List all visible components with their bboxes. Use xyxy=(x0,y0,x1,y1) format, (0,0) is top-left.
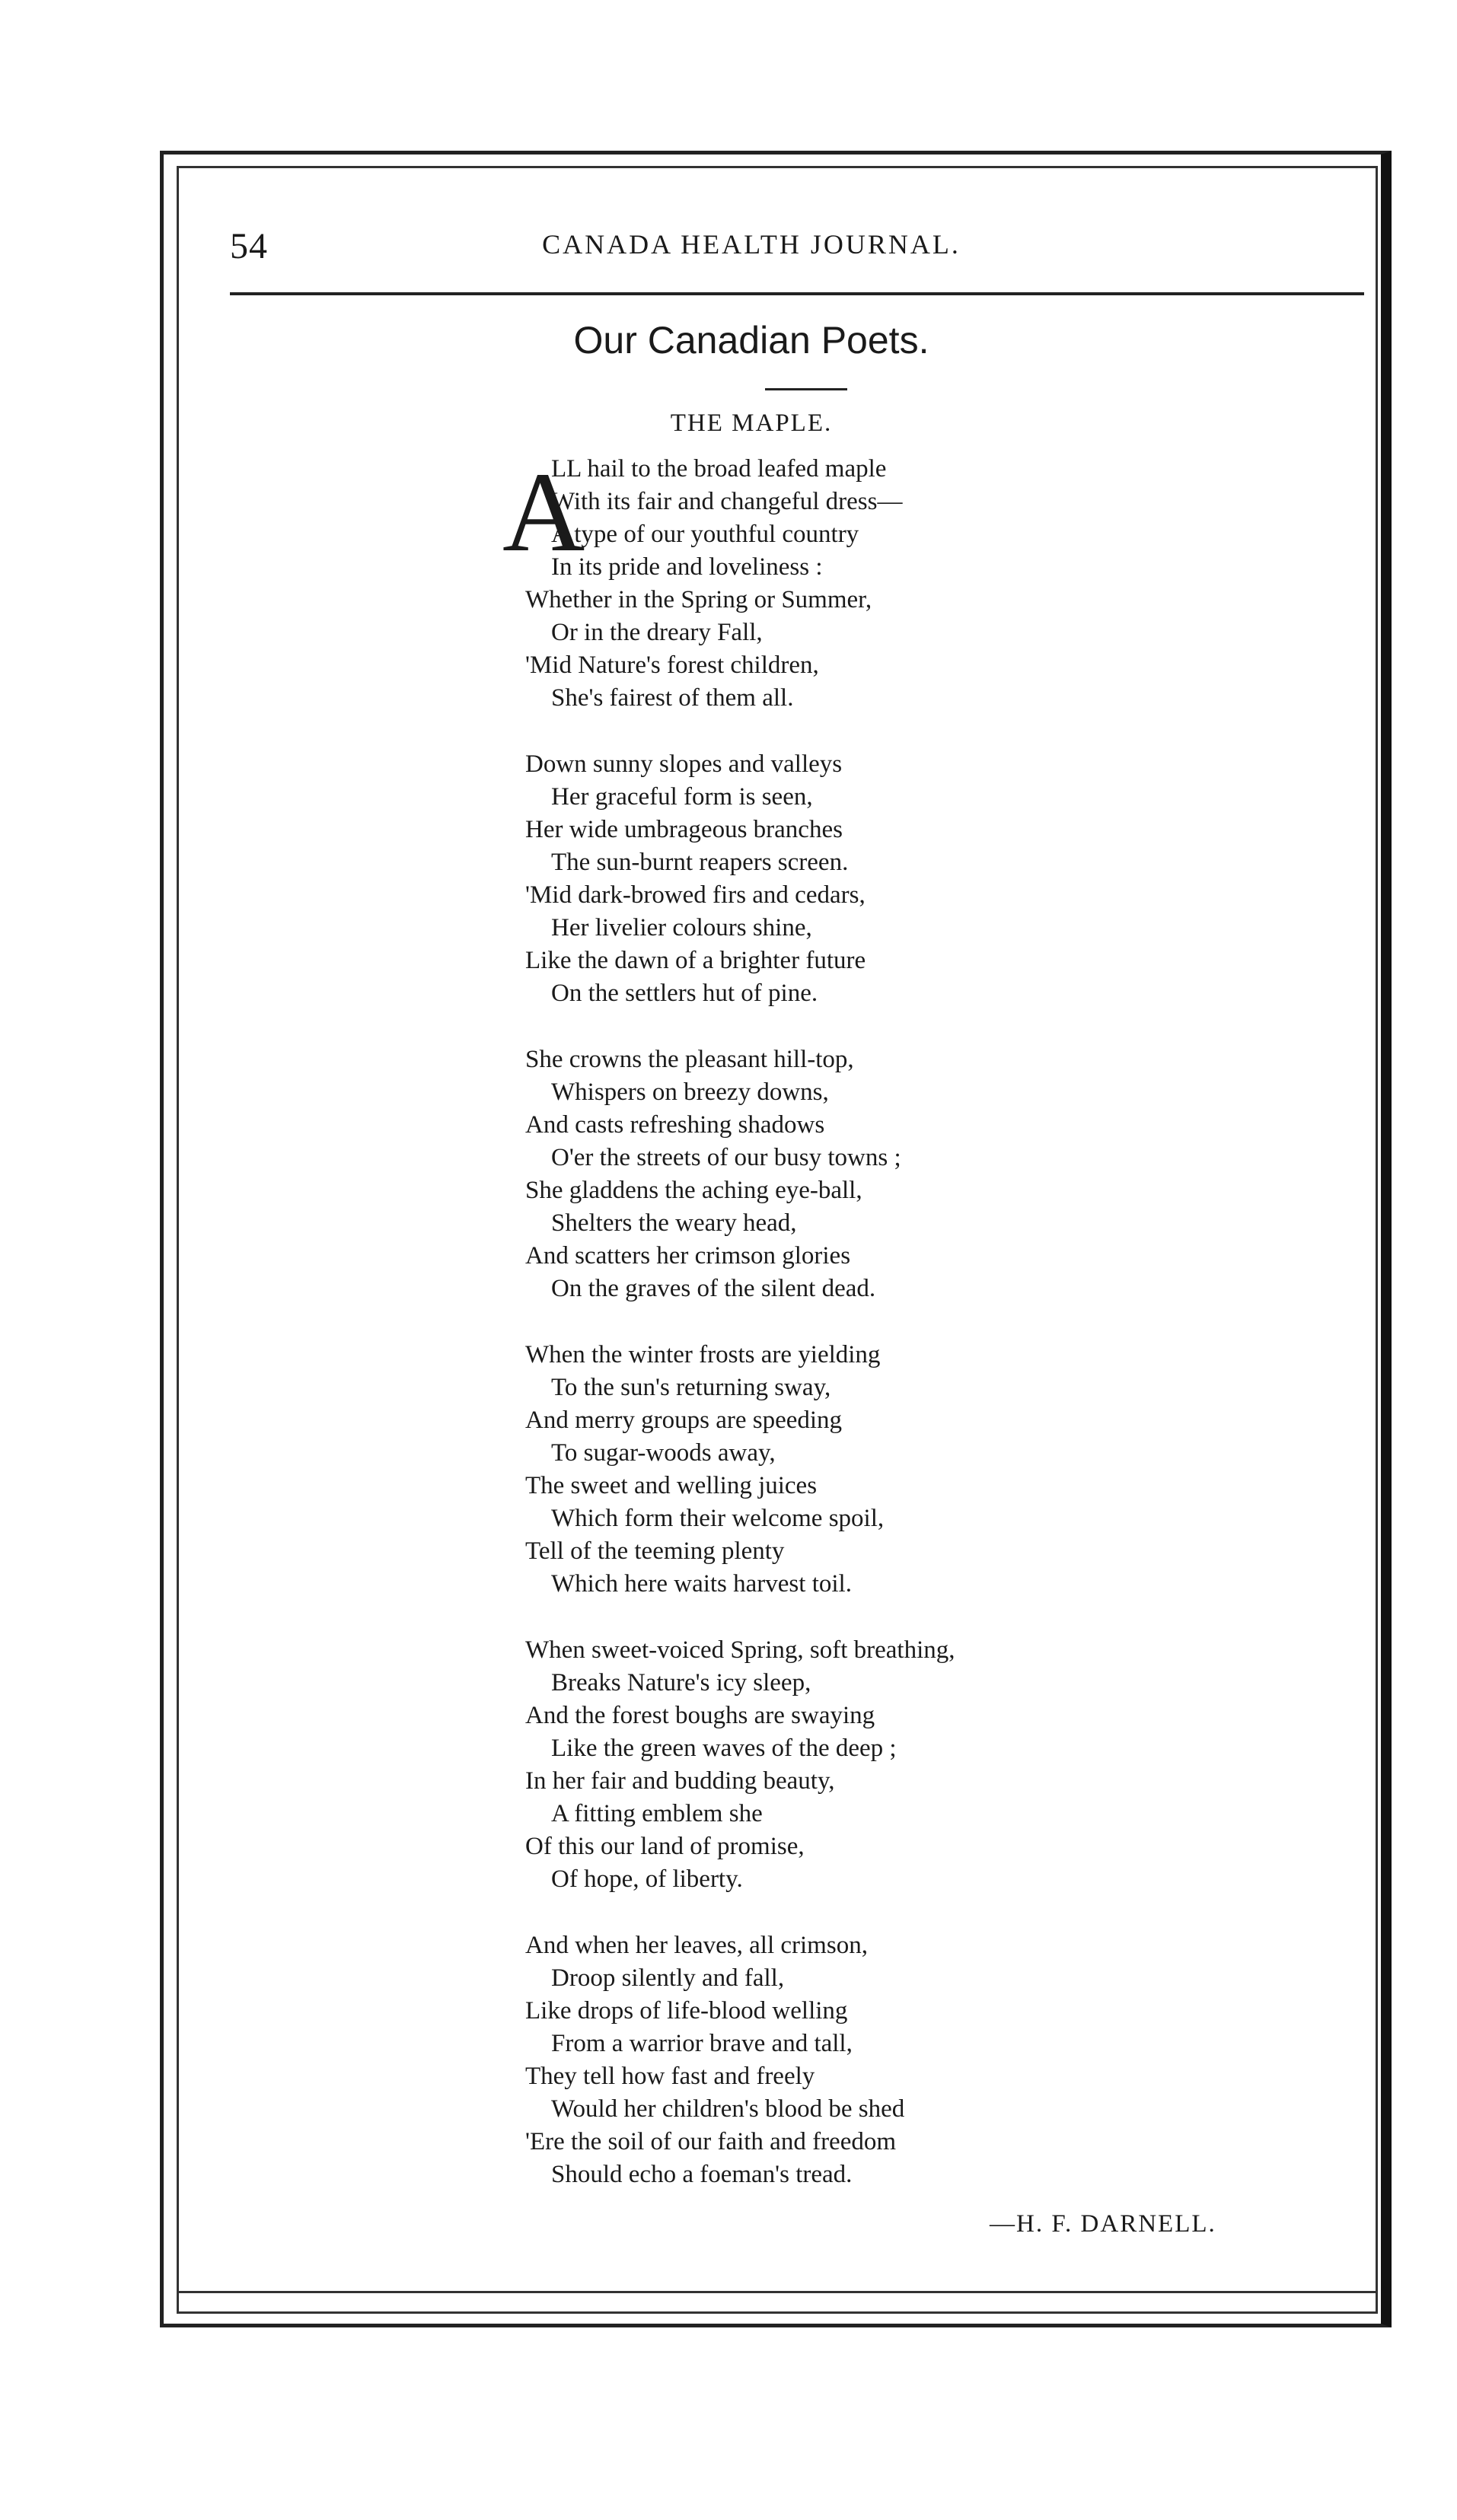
poem-line: Shelters the weary head, xyxy=(551,1209,797,1237)
title-divider xyxy=(765,388,847,390)
poem-line: Whether in the Spring or Summer, xyxy=(525,586,872,613)
poem-line: LL hail to the broad leafed maple xyxy=(551,455,887,483)
poem-line: And casts refreshing shadows xyxy=(525,1111,825,1139)
poem-line: She crowns the pleasant hill-top, xyxy=(525,1046,854,1073)
poem-line: Her graceful form is seen, xyxy=(551,783,813,811)
running-title: CANADA HEALTH JOURNAL. xyxy=(542,229,961,260)
poem-stanza xyxy=(525,748,955,1010)
poem-line: When sweet-voiced Spring, soft breathing, xyxy=(525,1636,955,1664)
poem-line: A fitting emblem she xyxy=(551,1800,763,1827)
poem-line: Her livelier colours shine, xyxy=(551,914,812,941)
poem-line: Should echo a foeman's tread. xyxy=(551,2161,853,2188)
poem-line: Like the green waves of the deep ; xyxy=(551,1735,897,1762)
poem-line: From a warrior brave and tall, xyxy=(551,2030,853,2057)
poem-line: In her fair and budding beauty, xyxy=(525,1767,835,1795)
poem-stanza xyxy=(525,1339,955,1601)
poem-line: 'Mid Nature's forest children, xyxy=(525,652,819,679)
poem-line: Her wide umbrageous branches xyxy=(525,816,843,843)
poem-line: And merry groups are speeding xyxy=(525,1407,843,1434)
poem-line: And the forest boughs are swaying xyxy=(525,1702,875,1729)
poem-title: THE MAPLE. xyxy=(670,409,833,437)
poem-line: 'Ere the soil of our faith and freedom xyxy=(525,2128,897,2155)
poem-line: They tell how fast and freely xyxy=(525,2063,815,2090)
poem-line: In its pride and loveliness : xyxy=(551,553,823,581)
section-title: Our Canadian Poets. xyxy=(573,319,929,362)
poem-line: Tell of the teeming plenty xyxy=(525,1537,785,1565)
poem-line: And scatters her crimson glories xyxy=(525,1242,851,1270)
footer-rule xyxy=(177,2291,1378,2293)
header-rule xyxy=(230,292,1364,295)
page-number: 54 xyxy=(230,226,268,266)
drop-cap: A xyxy=(502,449,585,575)
poem-line: On the settlers hut of pine. xyxy=(551,980,818,1007)
poem-line: Droop silently and fall, xyxy=(551,1964,785,1992)
poem-line: And when her leaves, all crimson, xyxy=(525,1932,868,1959)
poem-line: To the sun's returning sway, xyxy=(551,1374,831,1401)
poem-line: On the graves of the silent dead. xyxy=(551,1275,876,1302)
poem-line: The sweet and welling juices xyxy=(525,1472,818,1499)
poem-line: The sun-burnt reapers screen. xyxy=(551,849,849,876)
poem-line: Like the dawn of a brighter future xyxy=(525,947,866,974)
poem-line: Or in the dreary Fall, xyxy=(551,619,763,646)
poem-line: Down sunny slopes and valleys xyxy=(525,750,843,778)
poem-line: Whispers on breezy downs, xyxy=(551,1078,829,1106)
poem-line: Which here waits harvest toil. xyxy=(551,1570,852,1598)
poem-stanza xyxy=(525,453,955,715)
poem-line: Would her children's blood be shed xyxy=(551,2095,905,2123)
poem-line: A type of our youthful country xyxy=(551,521,859,548)
poem-line: Which form their welcome spoil, xyxy=(551,1505,885,1532)
poem-line: With its fair and changeful dress— xyxy=(551,488,903,515)
poem-line: Like drops of life-blood welling xyxy=(525,1997,848,2025)
poem-line: O'er the streets of our busy towns ; xyxy=(551,1144,901,1171)
poem-line: Breaks Nature's icy sleep, xyxy=(551,1669,811,1696)
poem-stanza xyxy=(525,1043,955,1305)
poem-line: She gladdens the aching eye-ball, xyxy=(525,1177,862,1204)
poem-body xyxy=(525,453,955,2225)
poem-line: Of this our land of promise, xyxy=(525,1833,805,1860)
poem-stanza xyxy=(525,1929,955,2191)
poem-stanza xyxy=(525,1634,955,1896)
poem-line: To sugar-woods away, xyxy=(551,1439,776,1467)
poem-line: When the winter frosts are yielding xyxy=(525,1341,881,1368)
poem-line: 'Mid dark-browed firs and cedars, xyxy=(525,881,866,909)
poem-line: Of hope, of liberty. xyxy=(551,1865,743,1893)
poem-author: —H. F. DARNELL. xyxy=(990,2210,1216,2238)
poem-line: She's fairest of them all. xyxy=(551,684,794,712)
